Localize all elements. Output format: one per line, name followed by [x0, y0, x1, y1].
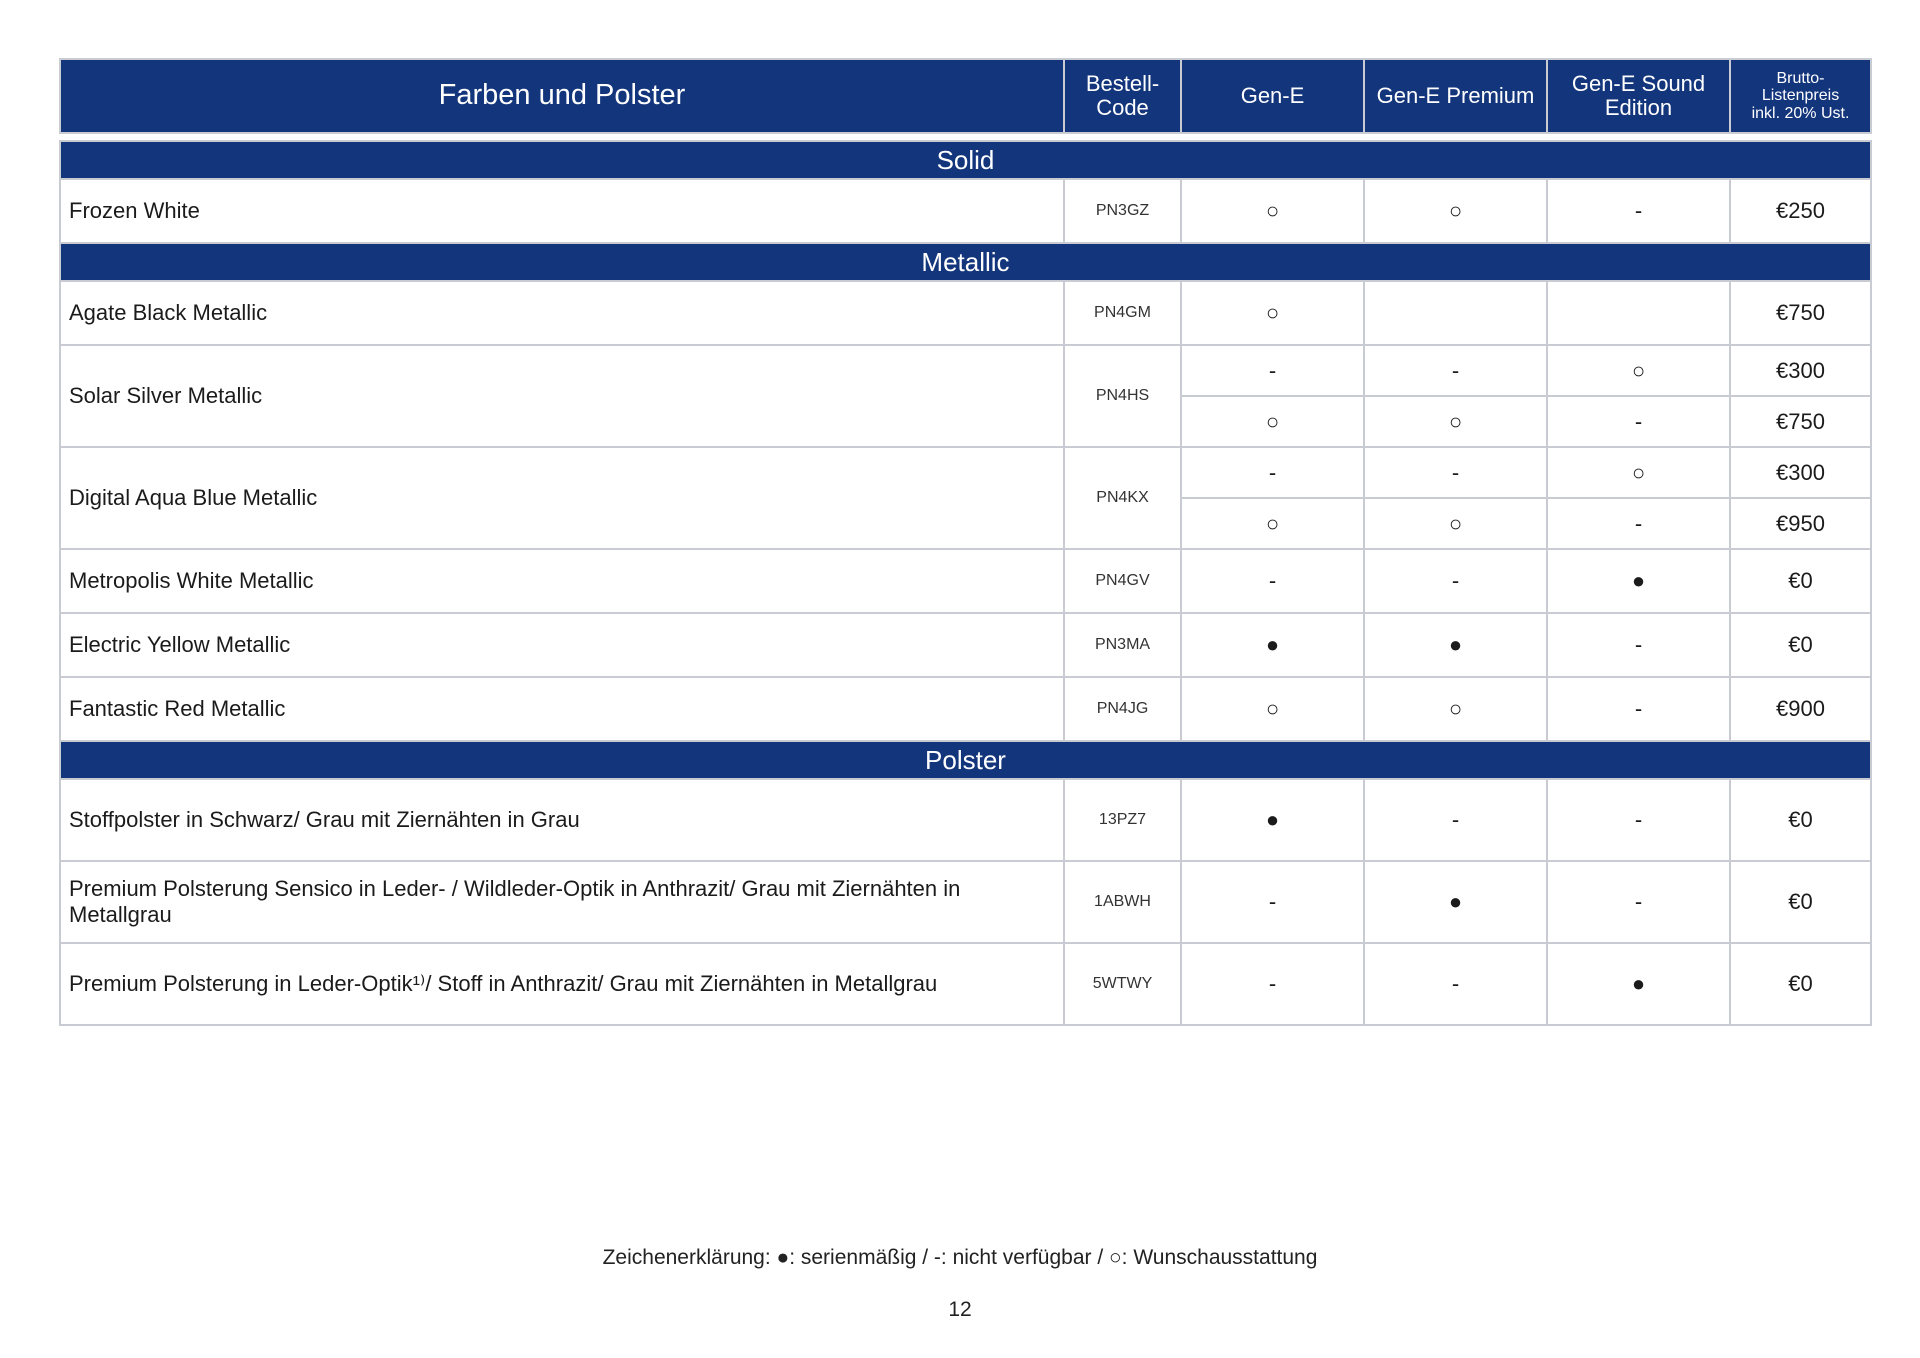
header-list-price: Brutto- Listenpreis inkl. 20% Ust.: [1730, 59, 1871, 133]
row-price: €750: [1730, 396, 1871, 447]
mark-gen-e: -: [1181, 447, 1364, 498]
mark-gen-e: ○: [1181, 498, 1364, 549]
mark-gen-e-premium: ○: [1364, 498, 1547, 549]
mark-gen-e-premium: ○: [1364, 179, 1547, 243]
row-code: PN4GV: [1064, 549, 1181, 613]
table-row: [60, 861, 1871, 943]
row-price: €0: [1730, 549, 1871, 613]
mark-gen-e: ○: [1181, 677, 1364, 741]
row-code: PN4KX: [1064, 447, 1181, 549]
mark-gen-e-sound: -: [1547, 613, 1730, 677]
mark-gen-e-premium: -: [1364, 943, 1547, 1025]
row-price: €750: [1730, 281, 1871, 345]
mark-gen-e-sound: ○: [1547, 345, 1730, 396]
mark-gen-e: ●: [1181, 779, 1364, 861]
mark-gen-e-sound: ○: [1547, 447, 1730, 498]
row-price: €950: [1730, 498, 1871, 549]
mark-gen-e-sound: -: [1547, 677, 1730, 741]
row-code: 5WTWY: [1064, 943, 1181, 1025]
legend: Zeichenerklärung: ●: serienmäßig / -: nicht verfügbar / ○: Wunschausstattung: [602, 1246, 1318, 1269]
row-price: €900: [1730, 677, 1871, 741]
mark-gen-e: ●: [1181, 613, 1364, 677]
table-row: [60, 549, 1871, 613]
section-title: Metallic: [60, 243, 1871, 281]
table-row: [60, 943, 1871, 1025]
mark-gen-e-premium: [1364, 281, 1547, 345]
row-name: Stoffpolster in Schwarz/ Grau mit Ziernähten in Grau: [60, 779, 1064, 861]
section-solid: [60, 141, 1871, 179]
options-table-wrapper: [59, 58, 1870, 1026]
row-name: Premium Polsterung Sensico in Leder- / Wildleder-Optik in Anthrazit/ Grau mit Ziernähten in Metallgrau: [60, 861, 1064, 943]
mark-gen-e: -: [1181, 345, 1364, 396]
mark-gen-e-sound: -: [1547, 861, 1730, 943]
mark-gen-e-sound: -: [1547, 779, 1730, 861]
row-price: €0: [1730, 943, 1871, 1025]
mark-gen-e: ○: [1181, 179, 1364, 243]
header-gen-e-sound-edition: Gen-E Sound Edition: [1547, 59, 1730, 133]
row-code: PN4GM: [1064, 281, 1181, 345]
row-price: €300: [1730, 345, 1871, 396]
mark-gen-e-premium: ○: [1364, 396, 1547, 447]
section-metallic: [60, 243, 1871, 281]
row-price: €0: [1730, 779, 1871, 861]
section-title: Polster: [60, 741, 1871, 779]
table-row: [60, 677, 1871, 741]
row-name: Electric Yellow Metallic: [60, 613, 1064, 677]
table-row: [60, 613, 1871, 677]
row-code: PN4HS: [1064, 345, 1181, 447]
mark-gen-e-premium: -: [1364, 447, 1547, 498]
mark-gen-e-sound: ●: [1547, 549, 1730, 613]
header-gen-e-premium: Gen-E Premium: [1364, 59, 1547, 133]
section-title: Solid: [60, 141, 1871, 179]
row-code: PN3GZ: [1064, 179, 1181, 243]
row-code: 13PZ7: [1064, 779, 1181, 861]
row-name: Frozen White: [60, 179, 1064, 243]
mark-gen-e: ○: [1181, 396, 1364, 447]
table-row: [60, 779, 1871, 861]
row-name: Metropolis White Metallic: [60, 549, 1064, 613]
header-order-code: Bestell- Code: [1064, 59, 1181, 133]
mark-gen-e-sound: -: [1547, 396, 1730, 447]
mark-gen-e-premium: -: [1364, 779, 1547, 861]
row-name: Premium Polsterung in Leder-Optik¹⁾/ Stoff in Anthrazit/ Grau mit Ziernähten in Metallgrau: [60, 943, 1064, 1025]
mark-gen-e-sound: [1547, 281, 1730, 345]
row-price: €300: [1730, 447, 1871, 498]
row-code: 1ABWH: [1064, 861, 1181, 943]
section-polster: [60, 741, 1871, 779]
row-code: PN4JG: [1064, 677, 1181, 741]
row-price: €0: [1730, 613, 1871, 677]
mark-gen-e: ○: [1181, 281, 1364, 345]
colors-upholstery-table: [59, 58, 1872, 1026]
mark-gen-e-premium: ●: [1364, 861, 1547, 943]
page-number: 12: [948, 1298, 972, 1321]
table-row: [60, 447, 1871, 498]
row-code: PN3MA: [1064, 613, 1181, 677]
mark-gen-e: -: [1181, 943, 1364, 1025]
mark-gen-e-premium: ●: [1364, 613, 1547, 677]
row-name: Digital Aqua Blue Metallic: [60, 447, 1064, 549]
mark-gen-e-premium: ○: [1364, 677, 1547, 741]
mark-gen-e-sound: -: [1547, 179, 1730, 243]
table-row: [60, 281, 1871, 345]
header-gen-e: Gen-E: [1181, 59, 1364, 133]
table-header-row: [60, 59, 1871, 133]
row-name: Solar Silver Metallic: [60, 345, 1064, 447]
row-price: €250: [1730, 179, 1871, 243]
header-title: Farben und Polster: [60, 59, 1064, 133]
row-name: Agate Black Metallic: [60, 281, 1064, 345]
table-row: [60, 179, 1871, 243]
mark-gen-e-sound: -: [1547, 498, 1730, 549]
mark-gen-e: -: [1181, 861, 1364, 943]
mark-gen-e: -: [1181, 549, 1364, 613]
mark-gen-e-sound: ●: [1547, 943, 1730, 1025]
mark-gen-e-premium: -: [1364, 345, 1547, 396]
row-price: €0: [1730, 861, 1871, 943]
mark-gen-e-premium: -: [1364, 549, 1547, 613]
table-row: [60, 345, 1871, 396]
row-name: Fantastic Red Metallic: [60, 677, 1064, 741]
